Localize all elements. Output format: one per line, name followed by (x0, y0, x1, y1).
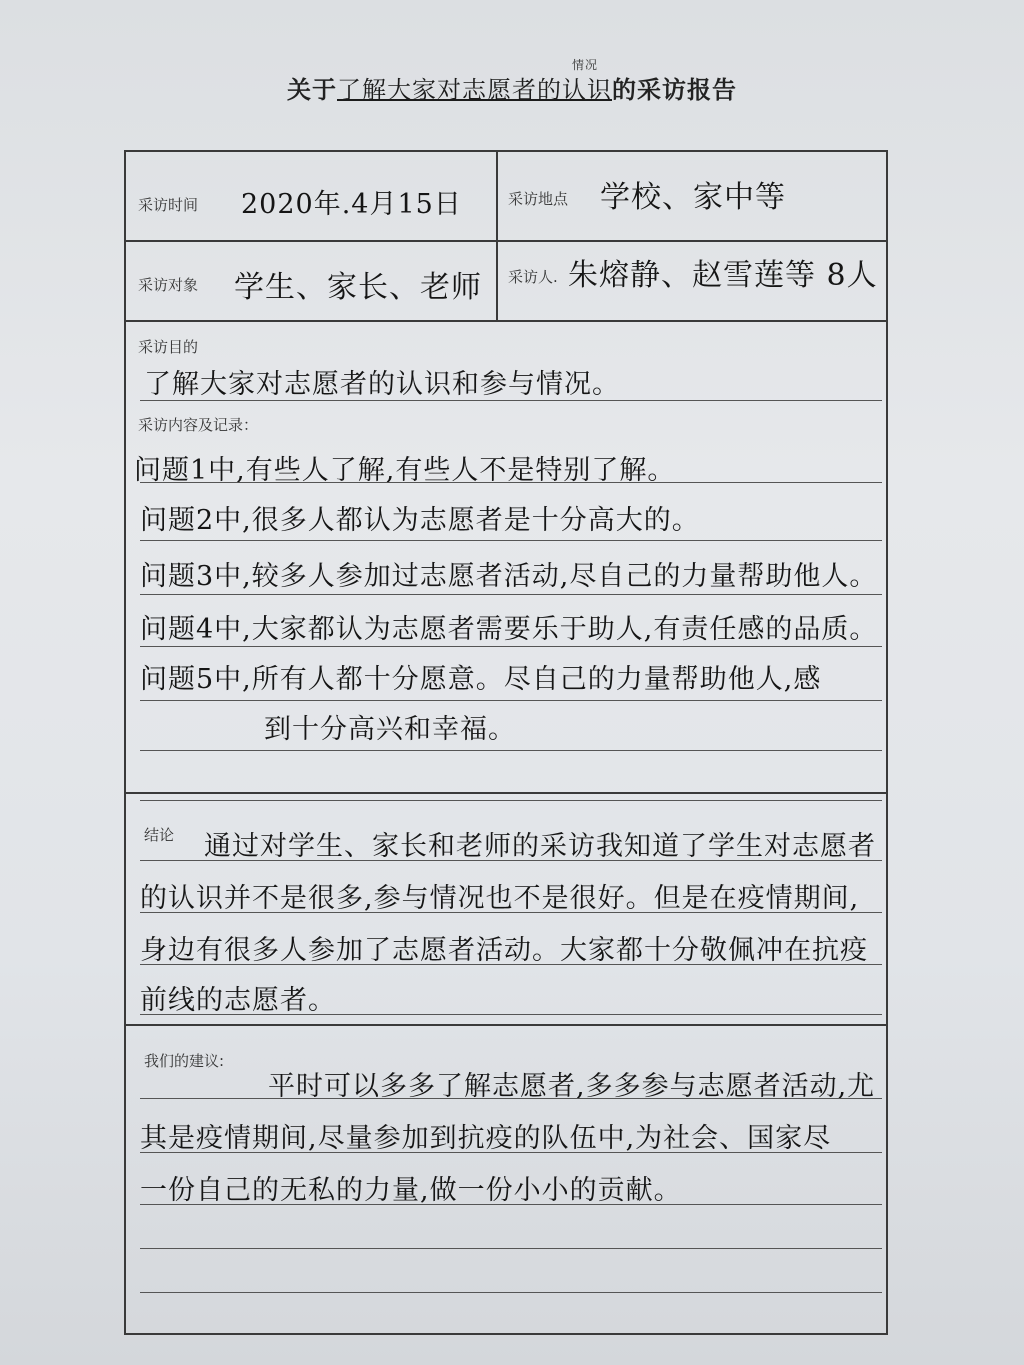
suggestion-line: 一份自己的无私的力量,做一份小小的贡献。 (140, 1175, 682, 1206)
report-table (124, 150, 888, 1335)
interview-time-value: 2020年.4月15日 (241, 189, 462, 220)
suggestion-line: 平时可以多多了解志愿者,多多参与志愿者活动,尤 (268, 1071, 876, 1102)
content-label: 采访内容及记录： (138, 416, 259, 434)
interview-time-label: 采访时间 (138, 196, 199, 214)
ruled-line (140, 750, 882, 751)
interview-target-value: 学生、家长、老师 (234, 270, 482, 305)
title-prefix: 关于 (287, 76, 337, 104)
ruled-line (140, 540, 882, 541)
ruled-line (140, 594, 882, 595)
table-column-divider (496, 152, 498, 320)
report-title (0, 58, 1024, 105)
title-suffix: 的采访报告 (612, 76, 737, 104)
content-line: 到十分高兴和幸福。 (264, 714, 516, 745)
interview-place-label: 采访地点 (508, 190, 569, 208)
interviewer-label: 采访人. (508, 268, 558, 286)
title-topic: 了解大家对志愿者的认识 (337, 76, 612, 104)
conclusion-label: 结论 (144, 826, 175, 844)
ruled-line (140, 1098, 882, 1099)
content-line: 问题3中,较多人参加过志愿者活动,尽自己的力量帮助他人。 (140, 561, 878, 592)
content-line: 问题2中,很多人都认为志愿者是十分高大的。 (140, 505, 700, 536)
purpose-label: 采访目的 (138, 338, 199, 356)
content-line: 问题5中,所有人都十分愿意。尽自己的力量帮助他人,感 (140, 664, 822, 695)
interview-target-label: 采访对象 (138, 276, 199, 294)
ruled-line (140, 1292, 882, 1293)
content-line: 问题1中,有些人了解,有些人不是特别了解。 (134, 455, 676, 486)
ruled-line (140, 1248, 882, 1249)
table-divider (126, 240, 886, 242)
purpose-text: 了解大家对志愿者的认识和参与情况。 (144, 369, 620, 400)
conclusion-line: 前线的志愿者。 (140, 985, 336, 1016)
ruled-line (140, 964, 882, 965)
suggestion-label: 我们的建议: (144, 1052, 225, 1070)
ruled-line (140, 1014, 882, 1015)
ruled-line (140, 400, 882, 401)
ruled-line (140, 1204, 882, 1205)
ruled-line (140, 800, 882, 801)
section-divider (126, 792, 886, 794)
conclusion-line: 身边有很多人参加了志愿者活动。大家都十分敬佩冲在抗疫 (140, 935, 868, 966)
content-line: 问题4中,大家都认为志愿者需要乐于助人,有责任感的品质。 (140, 614, 878, 645)
ruled-line (140, 860, 882, 861)
title-insert-mark: 情况 (572, 58, 599, 72)
conclusion-line: 通过对学生、家长和老师的采访我知道了学生对志愿者 (204, 831, 876, 862)
conclusion-line: 的认识并不是很多,参与情况也不是很好。但是在疫情期间, (140, 883, 860, 914)
section-divider (126, 1024, 886, 1026)
ruled-line (140, 912, 882, 913)
interviewer-value: 朱熔静、赵雪莲等 8人 (568, 258, 878, 293)
table-divider (126, 320, 886, 322)
ruled-line (140, 482, 882, 483)
ruled-line (140, 1152, 882, 1153)
suggestion-line: 其是疫情期间,尽量参加到抗疫的队伍中,为社会、国家尽 (140, 1123, 832, 1154)
interview-place-value: 学校、家中等 (600, 180, 786, 215)
ruled-line (140, 646, 882, 647)
ruled-line (140, 700, 882, 701)
